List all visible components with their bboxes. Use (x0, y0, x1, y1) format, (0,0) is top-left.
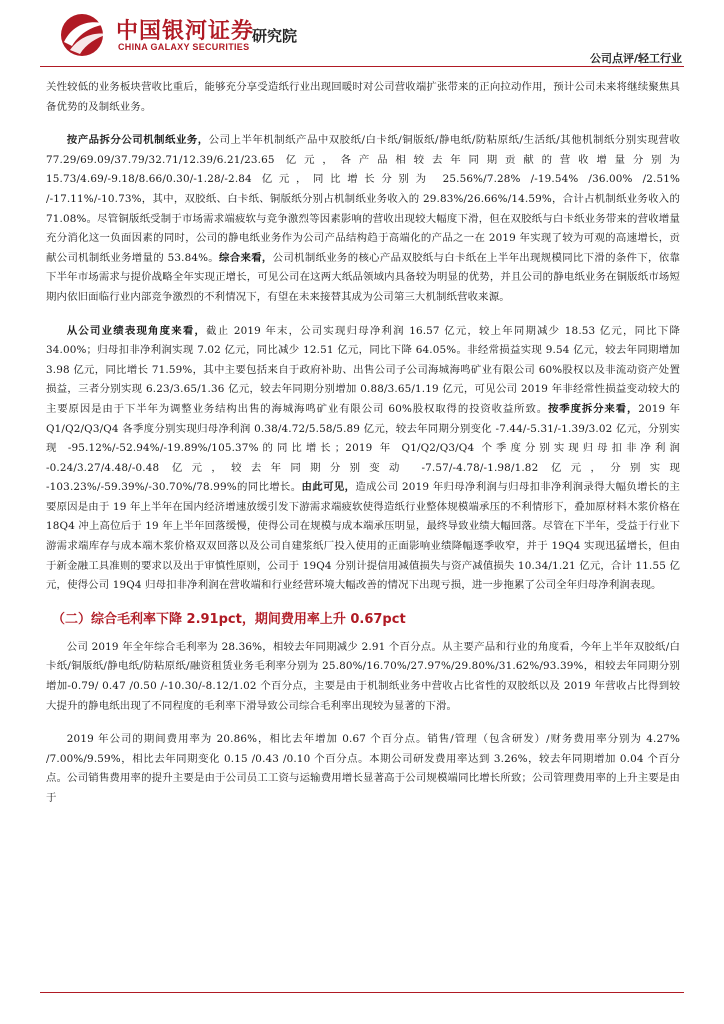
report-body (46, 78, 680, 809)
report-header (0, 0, 724, 68)
paragraph-lead: 综合来看， (219, 251, 273, 264)
paragraph-lead: 按产品拆分公司机制纸业务， (66, 134, 209, 147)
paragraph-gross-margin: 公司 2019 年全年综合毛利率为 28.36%，相较去年同期减少 2.91 个百分点。从主要产品和行业的角度看，今年上半年双胶纸/白卡纸/铜版纸/静电纸/防粘原纸/融资租赁业务毛利率分别为 25.80%/16.70%/27.97%/29.80%/31.62%/93.39%，相较去年同期分别增加-0.79/ 0.47 /0.50 /-10.30/-8.12/1.02 个百分点，主要是由于机制纸业务中营收占比省性的双胶纸以及 2019 年营收占比得到较大提升的静电纸出现了不同程度的毛利率下滑导致公司综合毛利率出现较为显著的下滑。 (46, 640, 680, 712)
footer-divider (40, 992, 684, 993)
section-heading: （二）综合毛利率下降 2.91pct，期间费用率上升 0.67pct (52, 611, 406, 627)
galaxy-logo-icon (58, 12, 110, 58)
brand-name-cn: 中国银河证券 (116, 19, 255, 44)
research-institute-label: 研究院 (252, 27, 298, 45)
paragraph-lead: 从公司业绩表现角度来看， (66, 324, 207, 337)
paragraph-text: 造成公司 2019 年归母净利润与归母扣非净利润录得大幅负增长的主要原因是由于 19 年上半年在国内经济增速放缓引发下游需求端疲软使得造纸行业整体规模端承压的不利情形下，叠加原材料木浆价格在 18Q4 冲上高位后于 19 年上半年回落缓慢，使得公司在规模与成本端承压明显，最终导致业绩大幅回落。尽管在下半年，受益于行业下游需求端库存与成本端木浆价格双双回落以及公司自建浆纸厂投入使用的正面影响业绩降幅逐季收窄，并于 19Q4 实现迅猛增长，但由于新金融工具准则的要求以及出于审慎性原则，公司于 19Q4 分别计提信用减值损失与资产减值损失 10.34/1.21 亿元，合计 11.55 亿元，使得公司 19Q4 归母扣非净利润在营收端和行业经营环境大幅改善的情况下出现亏损，进一步拖累了公司全年归母净利润表现。 (46, 481, 680, 592)
report-category-tag: 公司点评/轻工行业 (589, 52, 682, 65)
paragraph-text: 公司上半年机制纸产品中双胶纸/白卡纸/铜版纸/静电纸/防粘原纸/生活纸/其他机制纸分别实现营收 77.29/69.09/37.79/32.71/12.39/6.21/23.65 亿元，各产品相较去年同期贡献的营收增量分别为 15.73/4.69/-9.18/8.66/0.30/-1.28/-2.84 亿元，同比增长分别为 25.56%/7.28% /-19.54% /36.00% /2.51% /-17.11%/-10.73%，其中，双胶纸、白卡纸、铜版纸分别占机制纸业务收入的 29.83%/26.66%/14.59%，合计占机制纸业务收入的 71.08%。尽管铜版纸受制于市场需求端疲软与竞争激烈等因素影响的营收出现较大幅度下滑，但在双胶纸与白卡纸业务带来的营收增量充分消化这一负面因素的同时，公司的静电纸业务作为公司产品结构趋于高端化的产品之一在 2019 年实现了较为可观的高速增长，贡献公司机制纸业务增量的 53.84%。 (46, 134, 680, 264)
paragraph-text: 公司机制纸业务的核心产品双胶纸与白卡纸在上半年出现规模同比下滑的条件下，依靠下半年市场需求与提价战略全年实现正增长，可见公司在这两大纸品领域内具备较为明显的优势，并且公司的静电纸业务在铜版纸市场短期内依旧面临行业内部竞争激烈的不利情况下，有望在未来接替其成为公司第三大机制纸营收来源。 (46, 251, 680, 303)
paragraph-product-breakdown (46, 131, 680, 307)
paragraph-expense-ratio: 2019 年公司的期间费用率为 20.86%，相比去年增加 0.67 个百分点。销售/管理（包含研发）/财务费用率分别为 4.27% /7.00%/9.59%，相比去年同期变化 0.15 /0.43 /0.10 个百分点。本期公司研发费用率达到 3.26%，较去年同期增加 0.04 个百分点。公司销售费用率的提升主要是由于公司员工工资与运输费用增长显著高于公司规模端同比增长所致；公司管理费用率的上升主要是由于 (46, 733, 680, 804)
paragraph-earnings (46, 322, 680, 596)
paragraph-intro: 关性较低的业务板块营收比重后，能够充分享受造纸行业出现回暖时对公司营收端扩张带来的正向拉动作用，预计公司未来将继续聚焦具备优势的及制纸业务。 (46, 81, 680, 113)
paragraph-lead: 按季度拆分来看， (548, 402, 639, 415)
brand-name-en: CHINA GALAXY SECURITIES (118, 42, 250, 52)
header-divider (40, 66, 684, 67)
paragraph-text: 2019 年 Q1/Q2/Q3/Q4 各季度分别实现归母净利润 0.38/4.72/5.58/5.89 亿元，较去年同期分别变化 -7.44/-5.31/-1.39/3.02 亿元，分别实现 -95.12%/-52.94%/-19.89%/105.37%的同比增长；2019 年 Q1/Q2/Q3/Q4 个季度分别实现归母扣非净利润 -0.24/3.27/4.48/-0.48 亿元，较去年同期分别变动 -7.57/-4.78/-1.98/1.82 亿元，分别实现 -103.23%/-59.39%/-30.70%/78.99%的同比增长。 (46, 402, 680, 494)
paragraph-lead: 由此可见， (301, 481, 356, 494)
paragraph-text: 截止 2019 年末，公司实现归母净利润 16.57 亿元，较上年同期减少 18.53 亿元，同比下降 34.00%；归母扣非净利润实现 7.02 亿元，同比减少 12.51 亿元，同比下降 64.05%。非经常损益实现 9.54 亿元，较去年同期增加 3.98 亿元，同比增长 71.59%，其中主要包括来自于政府补助、出售公司子公司海城海鸣矿业有限公司 60%股权以及非流动资产处置损益，三者分别实现 6.23/3.65/1.36 亿元，较去年同期分别增加 0.88/3.65/1.19 亿元，可见公司 2019 年非经常性损益变动较大的主要原因是由于下半年为调整业务结构出售的海城海鸣矿业有限公司 60%股权取得的投资收益所致。 (46, 324, 680, 415)
